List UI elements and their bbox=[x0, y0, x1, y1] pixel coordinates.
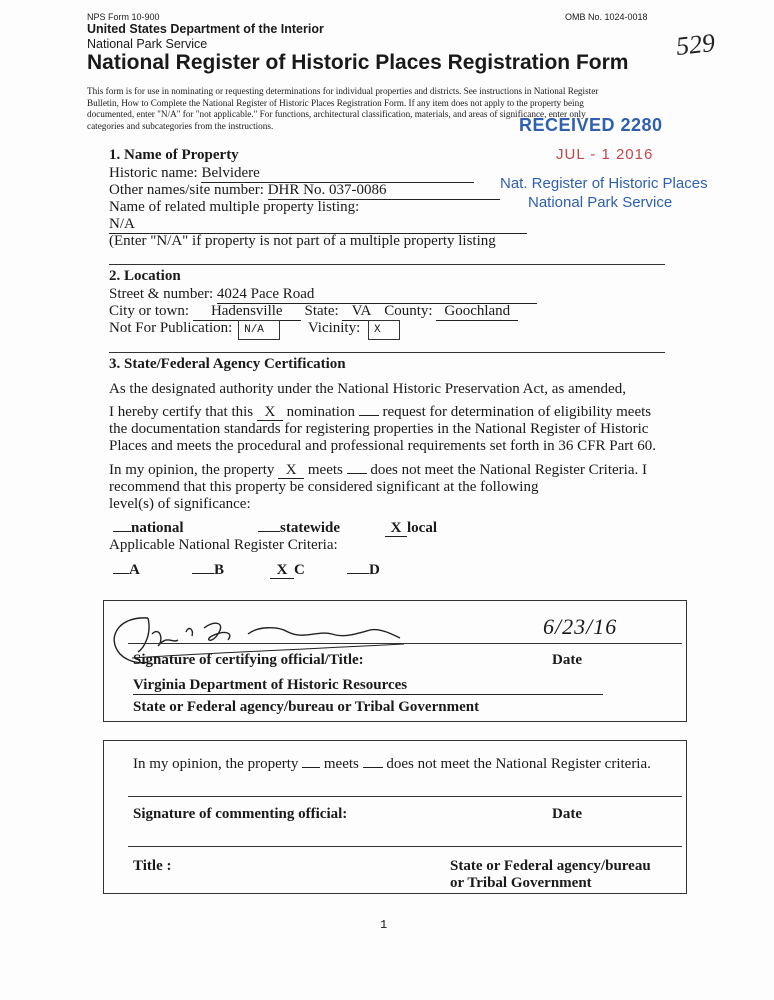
comment-signature-label: Signature of commenting official: bbox=[133, 806, 348, 822]
comment-signature-line bbox=[128, 796, 682, 797]
agency-name bbox=[133, 676, 603, 695]
department: United States Department of the Interior bbox=[87, 22, 324, 36]
form-title: National Register of Historic Places Registration Form bbox=[87, 51, 629, 74]
vicinity-label: Vicinity: bbox=[307, 320, 361, 336]
certifying-date-label: Date bbox=[552, 652, 582, 668]
section-3-heading: 3. State/Federal Agency Certification bbox=[109, 356, 346, 372]
statewide-label: statewide bbox=[280, 520, 340, 536]
not-for-publication-label: Not For Publication: bbox=[109, 320, 233, 336]
national-blank bbox=[113, 531, 131, 532]
criteria-label: Applicable National Register Criteria: bbox=[109, 537, 338, 553]
instructions-line: Bulletin, How to Complete the National Register of Historic Places Registration Form. If any item does not apply to the property being bbox=[87, 97, 584, 108]
comment-opinion-text: In my opinion, the property bbox=[133, 756, 299, 772]
request-blank bbox=[359, 415, 379, 416]
does-not-meet-blank bbox=[347, 473, 367, 474]
section-divider bbox=[109, 264, 665, 265]
comment-date-label: Date bbox=[552, 806, 582, 822]
vicinity-box: X bbox=[368, 320, 400, 340]
comment-meets-blank bbox=[302, 767, 320, 768]
criterion-b bbox=[192, 561, 224, 579]
section-divider bbox=[109, 352, 665, 353]
meets-mark: X bbox=[278, 463, 304, 479]
criterion-c-mark: X bbox=[270, 563, 294, 579]
nomination-mark: X bbox=[257, 405, 283, 421]
not-for-publication-box: N/A bbox=[238, 320, 280, 340]
stamp-line-1: Nat. Register of Historic Places bbox=[500, 175, 708, 192]
statewide-blank bbox=[258, 531, 280, 532]
county-field bbox=[436, 302, 518, 321]
request-label: request for determination of eligibility meets bbox=[382, 404, 652, 420]
comment-title-label: Title : bbox=[133, 858, 172, 874]
criterion-a-blank bbox=[113, 573, 129, 574]
street-value: 4024 Pace Road bbox=[216, 286, 315, 302]
certify-line-2: the documentation standards for registering properties in the National Register of Historic bbox=[109, 421, 649, 437]
publication-row bbox=[109, 319, 400, 340]
does-not-meet-label: does not meet the National Register Criteria. I bbox=[370, 462, 647, 478]
opinion-line-3: level(s) of significance: bbox=[109, 496, 251, 512]
county-label: County: bbox=[384, 303, 433, 319]
designated-authority: As the designated authority under the National Historic Preservation Act, as amended, bbox=[109, 381, 626, 397]
multiple-listing-note: (Enter "N/A" if property is not part of a multiple property listing bbox=[109, 233, 496, 249]
historic-name-value: Belvidere bbox=[201, 165, 260, 181]
level-statewide bbox=[258, 519, 340, 537]
instructions-line: documented, enter "N/A" for "not applicable." For functions, architectural classification, materials, and areas of significance, enter only bbox=[87, 109, 586, 119]
criterion-b-label: B bbox=[214, 562, 225, 578]
local-mark: X bbox=[385, 521, 407, 537]
multiple-listing-label: Name of related multiple property listing: bbox=[109, 199, 360, 215]
comment-title-line bbox=[128, 846, 682, 847]
nomination-label: nomination bbox=[286, 404, 355, 420]
certify-text: I hereby certify that this bbox=[109, 404, 254, 420]
section-2-heading: 2. Location bbox=[109, 268, 181, 284]
opinion-line-2: recommend that this property be considered significant at the following bbox=[109, 479, 539, 495]
state-label: State: bbox=[304, 303, 339, 319]
section-1-heading: 1. Name of Property bbox=[109, 147, 239, 163]
criterion-d bbox=[347, 561, 380, 579]
criterion-d-label: D bbox=[369, 562, 380, 578]
certify-line-3: Places and meets the procedural and professional requirements set forth in 36 CFR Part 60. bbox=[109, 438, 656, 454]
comment-not-meet-blank bbox=[363, 767, 383, 768]
page-number: 1 bbox=[380, 918, 388, 932]
city-label: City or town: bbox=[109, 303, 190, 319]
state-value: VA bbox=[351, 303, 372, 319]
stamp-line-2: National Park Service bbox=[528, 194, 673, 211]
received-stamp: RECEIVED 2280 bbox=[519, 115, 663, 135]
street-label: Street & number: bbox=[109, 286, 214, 302]
signature-line bbox=[128, 643, 682, 644]
instructions-line: This form is for use in nominating or requesting determinations for individual properties and districts. See instructions in National Register bbox=[87, 86, 599, 96]
handwritten-number: 529 bbox=[674, 28, 717, 61]
omb-number: OMB No. 1024-0018 bbox=[565, 12, 648, 22]
handwritten-date: 6/23/16 bbox=[543, 614, 618, 639]
local-label: local bbox=[407, 520, 437, 536]
criterion-a bbox=[113, 561, 140, 579]
meets-label: meets bbox=[307, 462, 343, 478]
comment-meets-label: meets bbox=[323, 756, 359, 772]
certify-line bbox=[109, 403, 651, 421]
comment-agency-line-1: State or Federal agency/bureau bbox=[450, 858, 651, 874]
comment-agency-line-2: or Tribal Government bbox=[450, 875, 592, 891]
opinion-line bbox=[109, 461, 647, 479]
instructions-line: categories and subcategories from the instructions. bbox=[87, 120, 274, 131]
form-number: NPS Form 10-900 bbox=[87, 12, 160, 22]
level-national bbox=[113, 519, 184, 537]
criterion-c-label: C bbox=[294, 562, 305, 578]
level-local bbox=[385, 519, 437, 537]
criterion-d-blank bbox=[347, 573, 369, 574]
city-value: Hadensville bbox=[210, 303, 283, 319]
agency-name-field bbox=[133, 676, 603, 695]
national-label: national bbox=[131, 520, 184, 536]
agency-label: State or Federal agency/bureau or Tribal Government bbox=[133, 699, 480, 715]
other-names-label: Other names/site number: bbox=[109, 182, 264, 198]
service: National Park Service bbox=[87, 37, 208, 51]
agency-name-value: Virginia Department of Historic Resources bbox=[133, 677, 408, 693]
county-value: Goochland bbox=[444, 303, 511, 319]
criterion-a-label: A bbox=[129, 562, 140, 578]
other-names-value: DHR No. 037-0086 bbox=[267, 182, 387, 198]
historic-name-label: Historic name: bbox=[109, 165, 198, 181]
multiple-listing-value: N/A bbox=[109, 216, 135, 232]
criterion-c bbox=[270, 561, 305, 579]
criterion-b-blank bbox=[192, 573, 214, 574]
comment-not-meet-label: does not meet the National Register criteria. bbox=[386, 756, 651, 772]
certifying-signature-label: Signature of certifying official/Title: bbox=[133, 652, 364, 668]
received-date: JUL - 1 2016 bbox=[556, 146, 654, 163]
comment-opinion-line bbox=[133, 755, 651, 773]
opinion-text: In my opinion, the property bbox=[109, 462, 275, 478]
